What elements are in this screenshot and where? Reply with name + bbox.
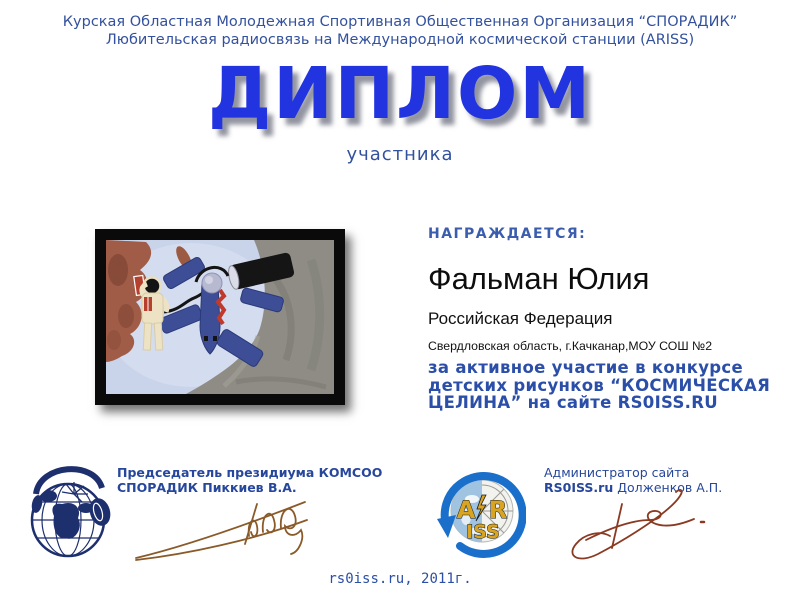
child-drawing-cosmonaut-space-station — [106, 240, 334, 394]
recipient-name: Фальман Юлия — [428, 261, 650, 296]
signature-left — [133, 490, 313, 565]
award-reason-line: за активное участие в конкурсе — [428, 358, 743, 377]
site-name: RS0ISS.ru — [544, 479, 614, 495]
child-drawing-frame — [95, 229, 345, 405]
diploma-title: ДИПЛОМ — [207, 52, 593, 135]
ariss-letter-r: R — [488, 496, 508, 524]
official-left-role: Председатель президиума КОМСОО — [117, 465, 383, 480]
org-subtitle-line: Любительская радиосвязь на Международной космической станции (ARISS) — [105, 32, 695, 48]
header — [0, 13, 800, 49]
award-reason-line: детских рисунков “КОСМИЧЕСКАЯ — [428, 375, 771, 395]
award-reason — [428, 359, 770, 412]
award-reason-line: ЦЕЛИНА” на сайте RS0ISS.RU — [428, 393, 718, 412]
org-name-line: Курская Областная Молодежная Спортивная Общественная Организация “СПОРАДИК” — [62, 14, 738, 30]
official-right-person: Долженков А.П. — [613, 479, 723, 495]
diploma-subtitle: участника — [346, 144, 454, 165]
ariss-iss-text: ISS — [466, 521, 500, 543]
official-left-name: СПОРАДИК Пиккиев В.А. — [117, 479, 297, 495]
signature-right — [558, 486, 713, 568]
recipient-school: Свердловская область, г.Качканар,МОУ СОШ №2 — [428, 339, 713, 353]
footer-site-year: rs0iss.ru, 2011г. — [328, 571, 472, 587]
ariss-logo — [436, 459, 526, 563]
official-right-role: Администратор сайта — [544, 465, 690, 480]
awarded-to-label: НАГРАЖДАЕТСЯ: — [428, 226, 587, 242]
globe-headphones-logo — [26, 456, 114, 564]
recipient-country: Российская Федерация — [428, 309, 613, 328]
ariss-letter-a: A — [456, 496, 476, 524]
